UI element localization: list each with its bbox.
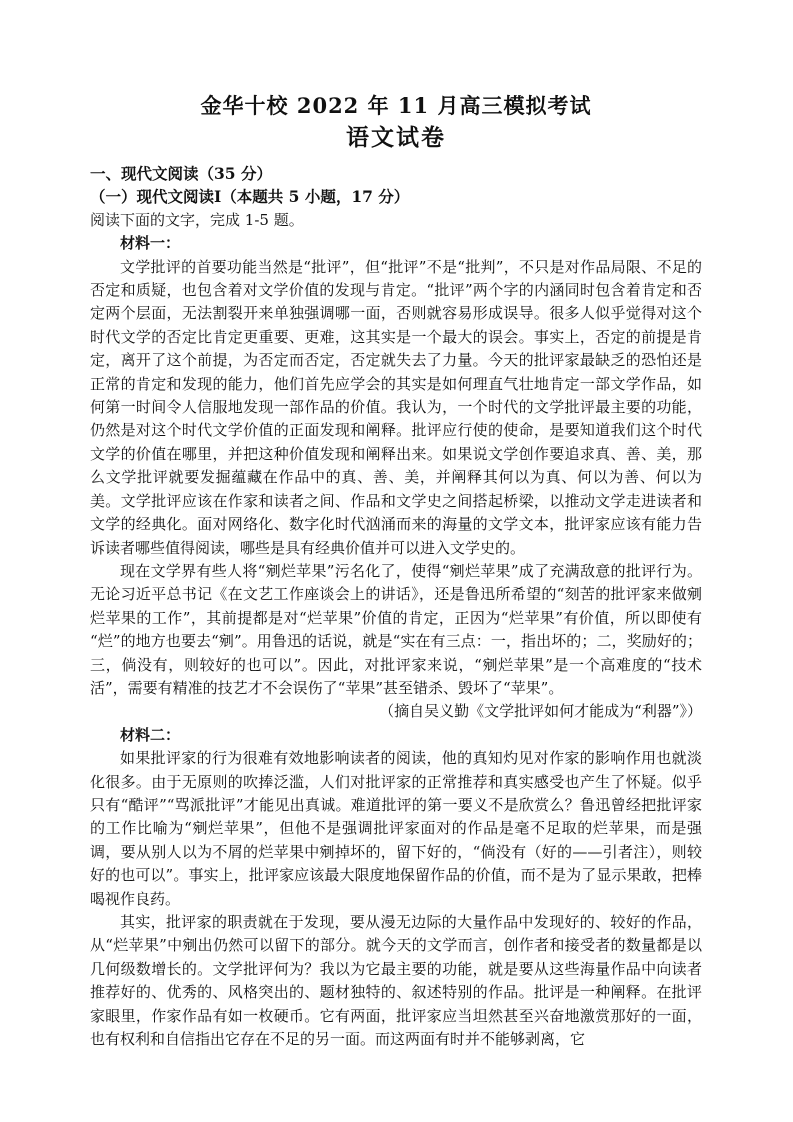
- material-one-label: 材料一：: [120, 234, 181, 253]
- material-one-paragraph-2: 现在文学界有些人将“剜烂苹果”污名化了，使得“剜烂苹果”成了充满敌意的批评行为。无论习近平总书记《在文艺工作座谈会上的讲话》，还是鲁迅所希望的“刻苦的批评家来做剜烂苹果的工作”，其前提都是对“烂苹果”价值的肯定，正因为“烂苹果”有价值，所以即使有“烂”的地方也要去“剜”。用鲁迅的话说，就是“实在有三点：一，指出坏的；二，奖励好的；三，倘没有，则较好的也可以”。因此，对批评家来说，“剜烂苹果”是一个高难度的“技术活”，需要有精准的技艺才不会误伤了“苹果”甚至错杀、毁坏了“苹果”。: [90, 561, 702, 697]
- material-one-attribution: （摘自吴义勤《文学批评如何才能成为“利器”》）: [379, 702, 702, 721]
- section-heading-modern-reading: 一、现代文阅读（35 分）: [90, 164, 272, 183]
- reading-instruction: 阅读下面的文字，完成 1-5 题。: [90, 210, 304, 229]
- material-two-paragraph-1: 如果批评家的行为很难有效地影响读者的阅读，他的真知灼见对作家的影响作用也就淡化很多。由于无原则的吹捧泛滥，人们对批评家的正常推荐和真实感受也产生了怀疑。似乎只有“酷评”“骂派批评”才能见出真诚。难道批评的第一要义不是欣赏么？鲁迅曾经把批评家的工作比喻为“剜烂苹果”，但他不是强调批评家面对的作品是毫不足取的烂苹果，而是强调，要从别人以为不屑的烂苹果中剜掉坏的，留下好的，“倘没有（好的——引者注），则较好的也可以”。事实上，批评家应该最大限度地保留作品的价值，而不是为了显示果敢，把棒喝视作良药。: [90, 749, 702, 908]
- material-two-label: 材料二：: [120, 725, 181, 744]
- subsection-heading-reading-one: （一）现代文阅读Ⅰ（本题共 5 小题，17 分）: [90, 187, 410, 207]
- material-two-paragraph-2: 其实，批评家的职责就在于发现，要从漫无边际的大量作品中发现好的、较好的作品，从“烂苹果”中剜出仍然可以留下的部分。就今天的文学而言，创作者和接受者的数量都是以几何级数增长的。文学批评何为？我以为它最主要的功能，就是要从这些海量作品中向读者推荐好的、优秀的、风格突出的、题材独特的、叙述特别的作品。批评是一种阐释。在批评家眼里，作家作品有如一枚硬币。它有两面，批评家应当坦然甚至兴奋地激赏那好的一面，也有权利和自信指出它存在不足的另一面。而这两面有时并不能够剥离，它: [90, 913, 702, 1049]
- material-one-paragraph-1: 文学批评的首要功能当然是“批评”，但“批评”不是“批判”，不只是对作品局限、不足的否定和质疑，也包含着对文学价值的发现与肯定。“批评”两个字的内涵同时包含着肯定和否定两个层面，无法割裂开来单独强调哪一面，否则就容易形成误导。很多人似乎觉得对这个时代文学的否定比肯定更重要、更难，这其实是一个最大的误会。事实上，否定的前提是肯定，离开了这个前提，为否定而否定，否定就失去了力量。今天的批评家最缺乏的恐怕还是正常的肯定和发现的能力，他们首先应学会的其实是如何理直气壮地肯定一部文学作品，如何第一时间令人信服地发现一部作品的价值。我认为，一个时代的文学批评最主要的功能，仍然是对这个时代文学价值的正面发现和阐释。批评应行使的使命，是要知道我们这个时代文学的价值在哪里，并把这种价值发现和阐释出来。如果说文学创作要追求真、善、美，那么文学批评就要发掘蕴藏在作品中的真、善、美，并阐释其何以为真、何以为善、何以为美。文学批评应该在作家和读者之间、作品和文学史之间搭起桥梁，以推动文学走进读者和文学的经典化。面对网络化、数字化时代汹涌而来的海量的文学文本，批评家应该有能力告诉读者哪些值得阅读，哪些是具有经典价值并可以进入文学史的。: [90, 257, 702, 557]
- exam-title: 金华十校 2022 年 11 月高三模拟考试: [200, 93, 592, 118]
- paper-subtitle: 语文试卷: [346, 124, 446, 151]
